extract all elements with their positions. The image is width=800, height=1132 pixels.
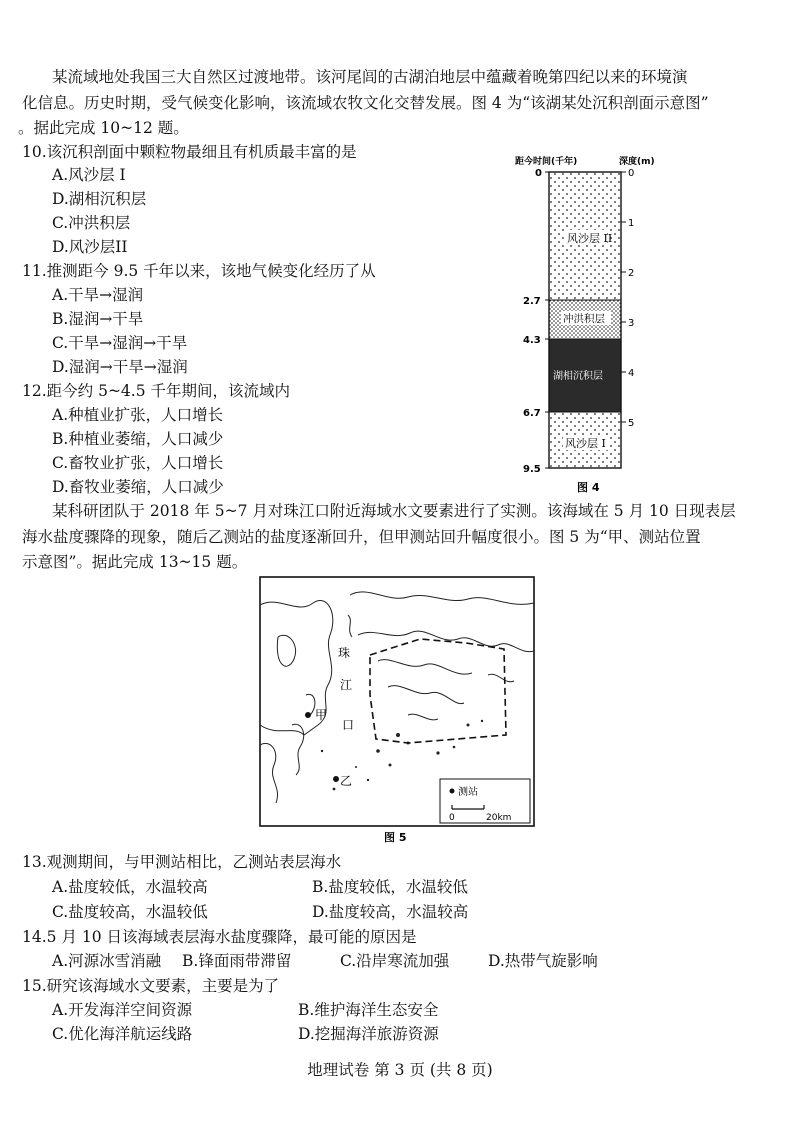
q12-option-d: D.畜牧业萎缩，人口减少 xyxy=(52,478,224,496)
time-axis-header: 距今时间(千年) xyxy=(515,157,578,167)
legend-station-dot xyxy=(450,789,455,794)
q12-stem: 12.距今约 5~4.5 千年期间，该流域内 xyxy=(22,382,291,400)
page-footer: 地理试卷 第 3 页 (共 8 页) xyxy=(307,1061,493,1079)
time-tick-6-7: 6.7 xyxy=(523,408,541,419)
q15-option-d: D.挖掘海洋旅游资源 xyxy=(298,1025,439,1043)
q11-option-b: B.湿润→干旱 xyxy=(52,310,144,328)
q14-stem: 14.5 月 10 日该海域表层海水盐度骤降，最可能的原因是 xyxy=(22,928,417,946)
time-tick-4-3: 4.3 xyxy=(523,335,541,346)
time-tick-2-7: 2.7 xyxy=(523,296,541,307)
q15-option-a: A.开发海洋空间资源 xyxy=(52,1001,193,1019)
intro1-line2: 化信息。历史时期，受气候变化影响，该流域农牧文化交替发展。图 4 为“该湖某处沉积剖面示意图” xyxy=(22,94,709,112)
depth-tick-3: 3 xyxy=(628,318,635,329)
label-zhu: 珠 xyxy=(338,646,351,660)
label-jia: 甲 xyxy=(315,708,328,722)
intro1-line1: 某流域地处我国三大自然区过渡地带。该河尾闾的古湖泊地层中蕴藏着晚第四纪以来的环境演 xyxy=(52,68,688,86)
q12-option-c: C.畜牧业扩张，人口增长 xyxy=(52,454,224,472)
depth-tick-5: 5 xyxy=(628,418,635,429)
q13-option-c: C.盐度较高，水温较低 xyxy=(52,903,208,921)
scale-km: 20km xyxy=(486,813,512,823)
legend-station-label: 测站 xyxy=(458,787,478,798)
time-tick-9-5: 9.5 xyxy=(523,464,541,475)
q14-option-c: C.沿岸寒流加强 xyxy=(340,952,450,970)
label-kou: 口 xyxy=(342,718,355,732)
q14-option-a: A.河源冰雪消融 xyxy=(52,952,162,970)
q15-option-c: C.优化海洋航运线路 xyxy=(52,1025,193,1043)
sediment-profile-figure xyxy=(505,148,675,500)
layer-label-lacustrine: 湖相沉积层 xyxy=(553,371,603,382)
depth-tick-0: 0 xyxy=(628,168,635,179)
figure-4-caption: 图 4 xyxy=(577,481,600,494)
station-jia-marker xyxy=(305,712,311,718)
q11-option-a: A.干旱→湿润 xyxy=(52,286,144,304)
layer-label-wind-sand-2: 风沙层 II xyxy=(567,232,613,245)
q13-option-a: A.盐度较低，水温较高 xyxy=(52,878,208,896)
label-jiang: 江 xyxy=(340,678,353,692)
q11-stem: 11.推测距今 9.5 千年以来，该地气候变化经历了从 xyxy=(22,262,376,280)
scale-zero: 0 xyxy=(449,813,455,823)
q10-stem: 10.该沉积剖面中颗粒物最细且有机质最丰富的是 xyxy=(22,143,357,161)
q13-option-b: B.盐度较低，水温较低 xyxy=(312,878,468,896)
q14-option-d: D.热带气旋影响 xyxy=(488,952,598,970)
figure-5-caption: 图 5 xyxy=(384,831,407,844)
q15-stem: 15.研究该海域水文要素，主要是为了 xyxy=(22,977,280,995)
q10-option-a: A.风沙层 I xyxy=(52,166,126,184)
q10-option-d: D.风沙层II xyxy=(52,238,128,256)
q10-option-c: C.冲洪积层 xyxy=(52,214,131,232)
depth-tick-2: 2 xyxy=(628,268,635,279)
station-yi-marker xyxy=(333,776,339,782)
q11-option-d: D.湿润→干旱→湿润 xyxy=(52,358,188,376)
q14-option-b: B.锋面雨带滞留 xyxy=(182,952,292,970)
q15-option-b: B.维护海洋生态安全 xyxy=(298,1001,439,1019)
q11-option-c: C.干旱→湿润→干旱 xyxy=(52,334,188,352)
q12-option-b: B.种植业萎缩，人口减少 xyxy=(52,430,224,448)
depth-tick-4: 4 xyxy=(628,368,635,379)
q10-option-b: D.湖相沉积层 xyxy=(52,190,147,208)
intro2-line3: 示意图”。据此完成 13~15 题。 xyxy=(22,553,248,571)
intro2-line2: 海水盐度骤降的现象，随后乙测站的盐度逐渐回升，但甲测站回升幅度很小。图 5 为“甲、测站位置 xyxy=(22,528,701,546)
q12-option-a: A.种植业扩张，人口增长 xyxy=(52,406,224,424)
intro2-line1: 某科研团队于 2018 年 5~7 月对珠江口附近海域水文要素进行了实测。该海域在 5 月 10 日现表层 xyxy=(52,502,736,520)
layer-label-wind-sand-1: 风沙层 I xyxy=(565,437,606,450)
q13-option-d: D.盐度较高，水温较高 xyxy=(312,903,469,921)
time-tick-0: 0 xyxy=(535,168,542,179)
depth-axis-header: 深度(m) xyxy=(619,157,655,167)
depth-tick-1: 1 xyxy=(628,218,635,229)
label-yi: 乙 xyxy=(340,774,353,788)
intro1-line3: 。据此完成 10~12 题。 xyxy=(18,119,189,137)
layer-label-alluvial: 冲洪积层 xyxy=(563,313,605,325)
q13-stem: 13.观测期间，与甲测站相比，乙测站表层海水 xyxy=(22,853,342,871)
pearl-river-estuary-map xyxy=(258,575,536,847)
